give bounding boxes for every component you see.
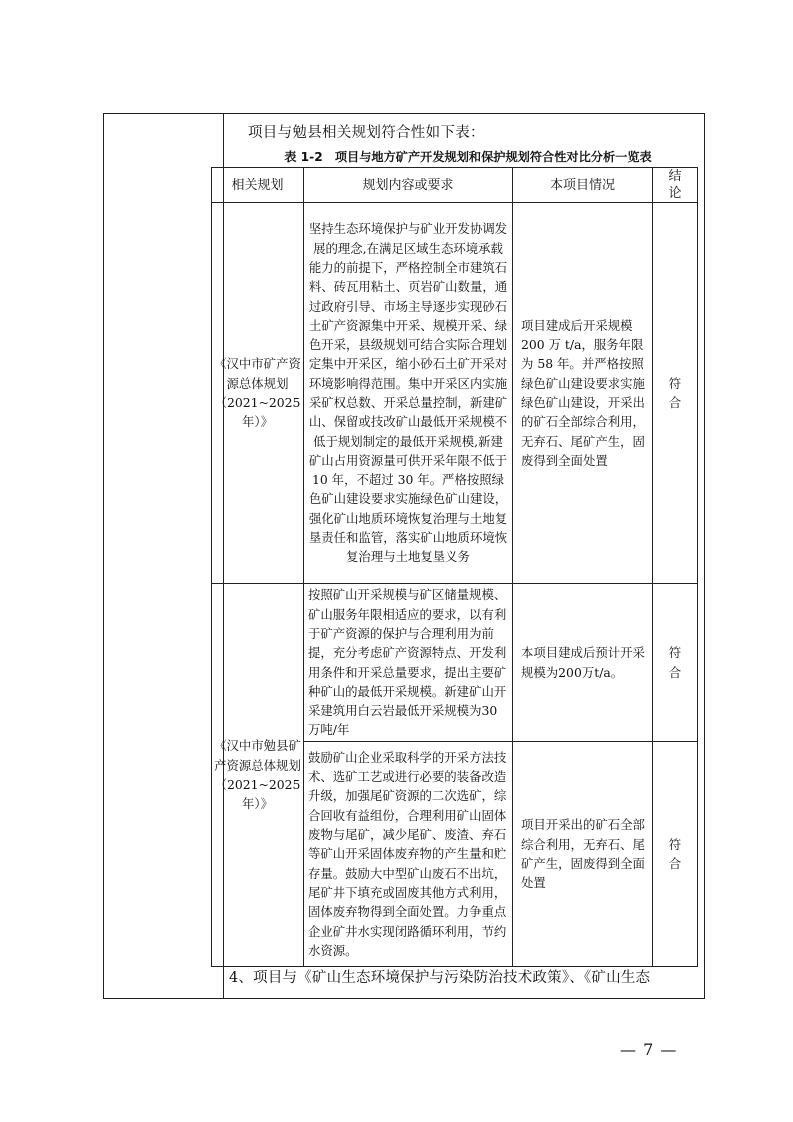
table-row [212, 584, 698, 742]
conclusion-text: 符合 [668, 645, 682, 680]
conclusion-text: 符合 [668, 375, 682, 410]
plan-content: 按照矿山开采规模与矿区储量规模、矿山服务年限相适应的要求，以有利于矿产资源的保护与合理利用为前提，充分考虑矿产资源特点、开发利用条件和开采总量要求，提出主要矿种矿山的最低开采规模。新建矿山开采建筑用白云岩最低开采规模为30万吨/年 [304, 584, 513, 742]
project-situation: 本项目建成后预计开采规模为200万t/a。 [513, 584, 653, 742]
project-situation: 项目建成后开采规模 200 万 t/a，服务年限为 58 年。并严格按照绿色矿山建设要求实施绿色矿山建设，开采出的矿石全部综合利用，无弃石、尾矿产生，固废得到全面处置 [513, 203, 653, 584]
plan-content: 鼓励矿山企业采取科学的开采方法技术、选矿工艺或进行必要的装备改造升级，加强尾矿资源的二次选矿，综合回收有益组份，合理利用矿山固体废物与尾矿，减少尾矿、废渣、弃石等矿山开采固体废弃物的产生量和贮存量。鼓励大中型矿山废石不出坑，尾矿井下填充或固废其他方式利用，固体废弃物得到全面处置。力争重点企业矿井水实现闭路循环利用，节约水资源。 [304, 742, 513, 967]
plan-content: 坚持生态环境保护与矿业开发协调发展的理念,在满足区域生态环境承载能力的前提下，严格控制全市建筑石料、砖瓦用粘土、页岩矿山数量，通过政府引导、市场主导逐步实现砂石土矿产资源集中开采、规模开采、绿色开采，县级规划可结合实际合理划定集中开采区，缩小砂石土矿开采对环境影响得范围。集中开采区内实施采矿权总数、开采总量控制，新建矿山、保留或技改矿山最低开采规模不低于规划制定的最低开采规模,新建矿山占用资源量可供开采年限不低于 10 年，不超过 30 年。严格按照绿色矿山建设要求实施绿色矿山建设，强化矿山地质环境恢复治理与土地复垦责任和监管，落实矿山地质环境恢复治理与土地复垦义务 [304, 203, 513, 584]
header-content: 规划内容或要求 [304, 168, 513, 203]
conclusion [653, 203, 698, 584]
plan-name: 《汉中市勉县矿产资源总体规划（2021~2025年）》 [212, 584, 304, 967]
intro-text: 项目与勉县相关规划符合性如下表： [248, 125, 485, 141]
header-conclusion: 结论 [653, 168, 698, 203]
table-header-row [212, 168, 698, 203]
conclusion-text: 符合 [668, 836, 682, 871]
plan-name: 《汉中市矿产资源总体规划（2021~2025年）》 [212, 203, 304, 584]
header-situation: 本项目情况 [513, 168, 653, 203]
conclusion [653, 584, 698, 742]
header-plan: 相关规划 [212, 168, 304, 203]
conclusion [653, 742, 698, 967]
table-caption: 表 1-2 项目与地方矿产开发规划和保护规划符合性对比分析一览表 [284, 150, 652, 164]
page-number: — 7 — [620, 1040, 678, 1059]
project-situation: 项目开采出的矿石全部综合利用，无弃石、尾矿产生，固废得到全面处置 [513, 742, 653, 967]
compliance-table [211, 167, 698, 967]
footer-paragraph: 4、项目与《矿山生态环境保护与污染防治技术政策》、《矿山生态 [229, 970, 651, 986]
table-row [212, 203, 698, 584]
frame-left-column [104, 114, 224, 998]
